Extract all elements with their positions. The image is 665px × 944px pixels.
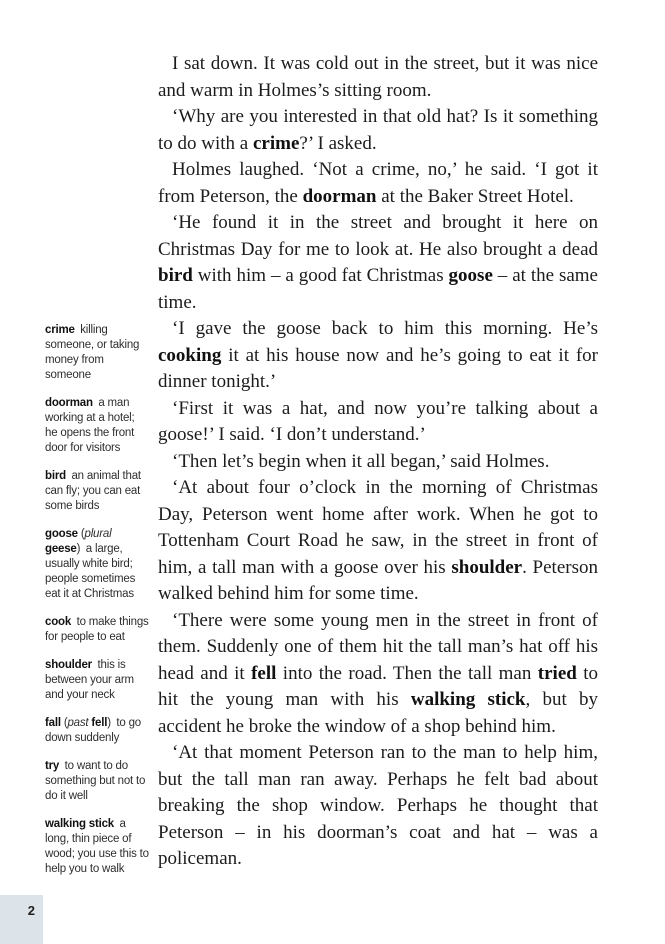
glossary-term: try: [45, 760, 60, 772]
glossary-term: fall: [45, 717, 61, 729]
story-text-segment: – at the same time.: [158, 265, 598, 313]
glossary-entry: [45, 527, 149, 602]
glossary-entry: [45, 759, 149, 804]
page-number-box: [0, 895, 43, 944]
glossary-term-ref: cooking: [158, 344, 222, 366]
story-text-segment: ‘He found it in the street and brought it here on Christmas Day for me to look at. He also brought a dead: [158, 212, 598, 260]
story-paragraph: [158, 449, 598, 476]
glossary-term-ref: tried: [537, 662, 577, 684]
story-text-segment: Holmes laughed. ‘Not a crime, no,’ he said. ‘I got it from Peterson, the: [158, 159, 598, 207]
glossary-term: cook: [45, 616, 72, 628]
story-text-segment: into the road. Then the tall man: [276, 662, 538, 684]
page-number: 2: [27, 903, 35, 918]
glossary-term-ref: goose: [448, 265, 493, 286]
glossary-definition-segment: (: [77, 528, 85, 540]
glossary-term-ref: doorman: [302, 185, 377, 207]
story-text-segment: , but by accident he broke the window of a shop behind him.: [158, 689, 598, 737]
story-text-segment: ‘First it was a hat, and now you’re talking about a goose!’ I said. ‘I don’t understand.’: [158, 397, 598, 445]
glossary-definition-segment: this is between your arm and your neck: [45, 659, 134, 701]
glossary-definition-segment: ) a large, usually white bird; people sometimes eat it at Christmas: [45, 543, 136, 600]
glossary-term: bird: [45, 470, 66, 482]
glossary-term: walking stick: [45, 818, 114, 830]
story-paragraph: [158, 740, 598, 873]
glossary-entry: [45, 658, 149, 703]
glossary-entry: [45, 469, 149, 514]
glossary-term-ref: bird: [158, 265, 193, 286]
story-paragraph: [158, 608, 598, 741]
story-text-segment: I sat down. It was cold out in the street, but it was nice and warm in Holmes’s sitting room.: [158, 53, 598, 101]
story-text-segment: to hit the young man with his: [158, 662, 599, 710]
story-text: [158, 51, 598, 873]
story-text-segment: ‘There were some young men in the street in front of them. Suddenly one of them hit the tall man’s hat off his head and it: [158, 609, 598, 684]
glossary-term-ref: shoulder: [451, 556, 523, 578]
glossary-entry: [45, 615, 149, 645]
glossary-definition-segment: past: [67, 717, 89, 729]
story-text-segment: it at his house now and he’s going to eat it for dinner tonight.’: [158, 344, 598, 392]
glossary-term: goose: [45, 528, 78, 540]
glossary-entry: [45, 396, 149, 456]
story-text-segment: ‘Then let’s begin when it all began,’ said Holmes.: [172, 450, 550, 472]
glossary-term: crime: [45, 324, 75, 336]
glossary-definition-segment: plural: [84, 528, 112, 540]
story-paragraph: [158, 104, 598, 157]
glossary-term-ref: crime: [253, 132, 300, 154]
glossary: [45, 323, 149, 890]
story-paragraph: [158, 157, 598, 210]
story-text-segment: with him – a good fat Christmas: [192, 265, 449, 286]
glossary-definition-segment: to make things for people to eat: [45, 616, 149, 643]
story-text-segment: ‘At that moment Peterson ran to the man to help him, but the tall man ran away. Perhaps he felt bad about breaking the shop window. Perhaps he thought that Peterson – in his doorman’s coat and hat – was a policeman.: [158, 742, 598, 869]
story-text-segment: ‘I gave the goose back to him this morning. He’s: [172, 318, 598, 339]
story-paragraph: [158, 316, 598, 396]
glossary-term-ref: fell: [251, 662, 277, 684]
glossary-definition-segment: a man working at a hotel; he opens the front door for visitors: [45, 397, 135, 454]
glossary-definition-segment: a long, thin piece of wood; you use this to help you to walk: [45, 818, 149, 875]
story-paragraph: [158, 51, 598, 104]
story-text-segment: ?’ I asked.: [299, 132, 377, 154]
glossary-term: geese: [45, 543, 77, 555]
glossary-entry: [45, 716, 149, 746]
story-text-segment: ‘At about four o’clock in the morning of Christmas Day, Peterson went home after work. When he got to Tottenham Court Road he saw, in the street in front of him, a tall man with a goose over his: [158, 477, 598, 578]
glossary-definition-segment: an animal that can fly; you can eat some birds: [45, 470, 141, 512]
glossary-term: doorman: [45, 397, 93, 409]
glossary-definition-segment: killing someone, or taking money from someone: [45, 324, 140, 381]
glossary-definition-segment: (: [60, 717, 68, 729]
glossary-term-ref: walking stick: [410, 689, 526, 710]
story-paragraph: [158, 210, 598, 316]
story-text-segment: ‘Why are you interested in that old hat? Is it something to do with a: [158, 106, 598, 154]
story-paragraph: [158, 475, 598, 608]
glossary-term: shoulder: [45, 659, 92, 671]
story-text-segment: at the Baker Street Hotel.: [376, 185, 574, 207]
glossary-entry: [45, 323, 149, 383]
glossary-term: fell: [91, 717, 108, 729]
story-text-segment: . Peterson walked behind him for some time.: [158, 556, 598, 604]
glossary-definition-segment: ) to go down suddenly: [45, 717, 141, 744]
story-paragraph: [158, 396, 598, 449]
glossary-definition-segment: to want to do something but not to do it well: [45, 760, 146, 802]
glossary-entry: [45, 817, 149, 877]
